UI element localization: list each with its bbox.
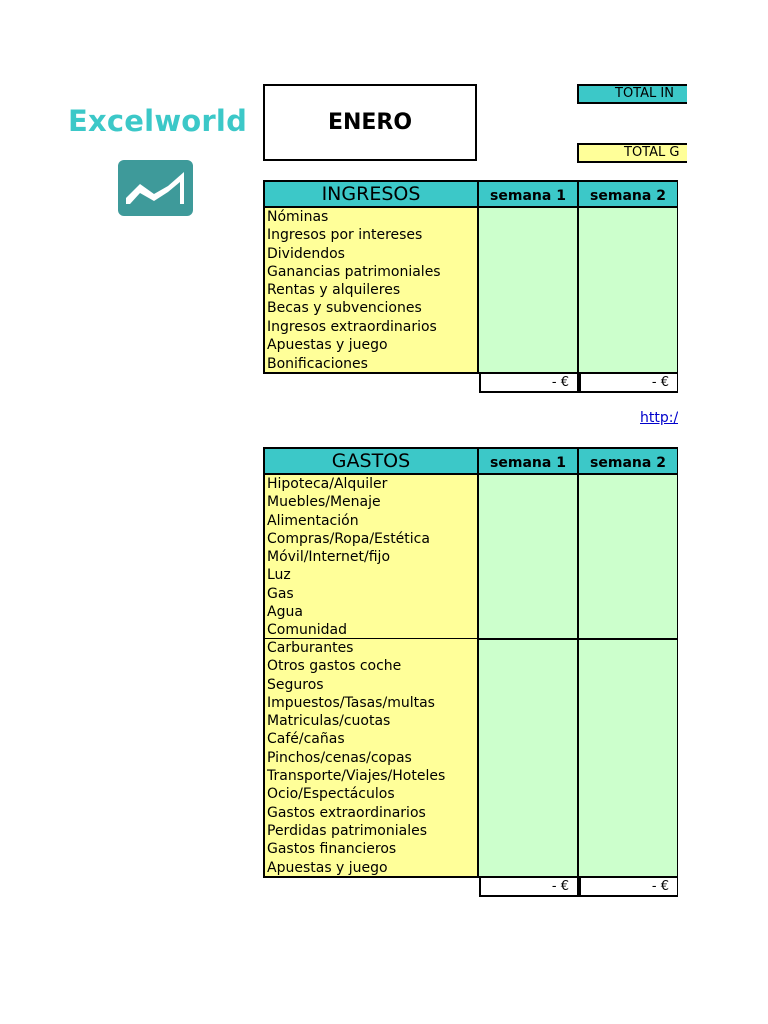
gastos-item: Luz [267, 567, 291, 584]
ingresos-item: Bonificaciones [267, 356, 368, 373]
ingresos-week-1-cells[interactable] [479, 208, 579, 372]
gastos-total-week-1: - € [479, 877, 579, 897]
ingresos-week-1-header: semana 1 [479, 180, 579, 208]
total-gastos-label: TOTAL G [577, 143, 687, 163]
total-ingresos-label: TOTAL IN [577, 84, 687, 104]
gastos-header: GASTOS [263, 447, 479, 475]
gastos-item: Transporte/Viajes/Hoteles [267, 768, 446, 785]
gastos-item: Agua [267, 604, 303, 621]
gastos-item: Matriculas/cuotas [267, 713, 391, 730]
ingresos-item: Ingresos por intereses [267, 227, 423, 244]
ingresos-label-column [263, 208, 479, 374]
gastos-item: Comunidad [267, 622, 347, 639]
gastos-week-1-cells-group-1[interactable] [479, 475, 579, 640]
ingresos-week-2-header: semana 2 [579, 180, 678, 208]
gastos-week-2-cells-group-2[interactable] [579, 640, 678, 876]
gastos-item: Compras/Ropa/Estética [267, 530, 430, 547]
gastos-item: Móvil/Internet/fijo [267, 549, 391, 566]
gastos-item: Carburantes [267, 640, 354, 656]
gastos-item: Gastos financieros [267, 841, 397, 858]
gastos-item: Gastos extraordinarios [267, 804, 426, 821]
brand-title: Excelworld [68, 104, 248, 138]
ingresos-total-week-2: - € [579, 373, 678, 393]
gastos-week-2-header: semana 2 [579, 447, 678, 475]
gastos-item: Otros gastos coche [267, 658, 402, 675]
ingresos-week-2-cells[interactable] [579, 208, 678, 372]
gastos-item: Perdidas patrimoniales [267, 822, 427, 839]
gastos-week-1-cells-group-2[interactable] [479, 640, 579, 876]
ingresos-item: Becas y subvenciones [267, 300, 422, 317]
ingresos-item: Rentas y alquileres [267, 282, 401, 299]
gastos-item: Pinchos/cenas/copas [267, 749, 412, 766]
ingresos-item: Dividendos [267, 245, 345, 262]
ingresos-item: Apuestas y juego [267, 337, 388, 354]
gastos-item: Hipoteca/Alquiler [267, 476, 388, 492]
gastos-total-week-2: - € [579, 877, 678, 897]
ingresos-item: Ganancias patrimoniales [267, 263, 441, 280]
gastos-item: Alimentación [267, 512, 359, 529]
ingresos-header: INGRESOS [263, 180, 479, 208]
ingresos-item: Ingresos extraordinarios [267, 318, 437, 335]
gastos-label-column-group-2 [263, 639, 479, 878]
gastos-item: Gas [267, 585, 294, 602]
gastos-item: Muebles/Menaje [267, 494, 381, 511]
website-link[interactable]: http:/ [640, 410, 678, 426]
gastos-label-column-group-1 [263, 475, 479, 640]
ingresos-item: Nóminas [267, 209, 329, 225]
gastos-item: Café/cañas [267, 731, 345, 748]
gastos-item: Impuestos/Tasas/multas [267, 694, 435, 711]
gastos-item: Apuestas y juego [267, 859, 388, 876]
month-title: ENERO [263, 84, 477, 161]
gastos-week-2-cells-group-1[interactable] [579, 475, 678, 640]
gastos-week-1-header: semana 1 [479, 447, 579, 475]
gastos-item: Seguros [267, 676, 324, 693]
ingresos-total-week-1: - € [479, 373, 579, 393]
gastos-item: Ocio/Espectáculos [267, 786, 395, 803]
